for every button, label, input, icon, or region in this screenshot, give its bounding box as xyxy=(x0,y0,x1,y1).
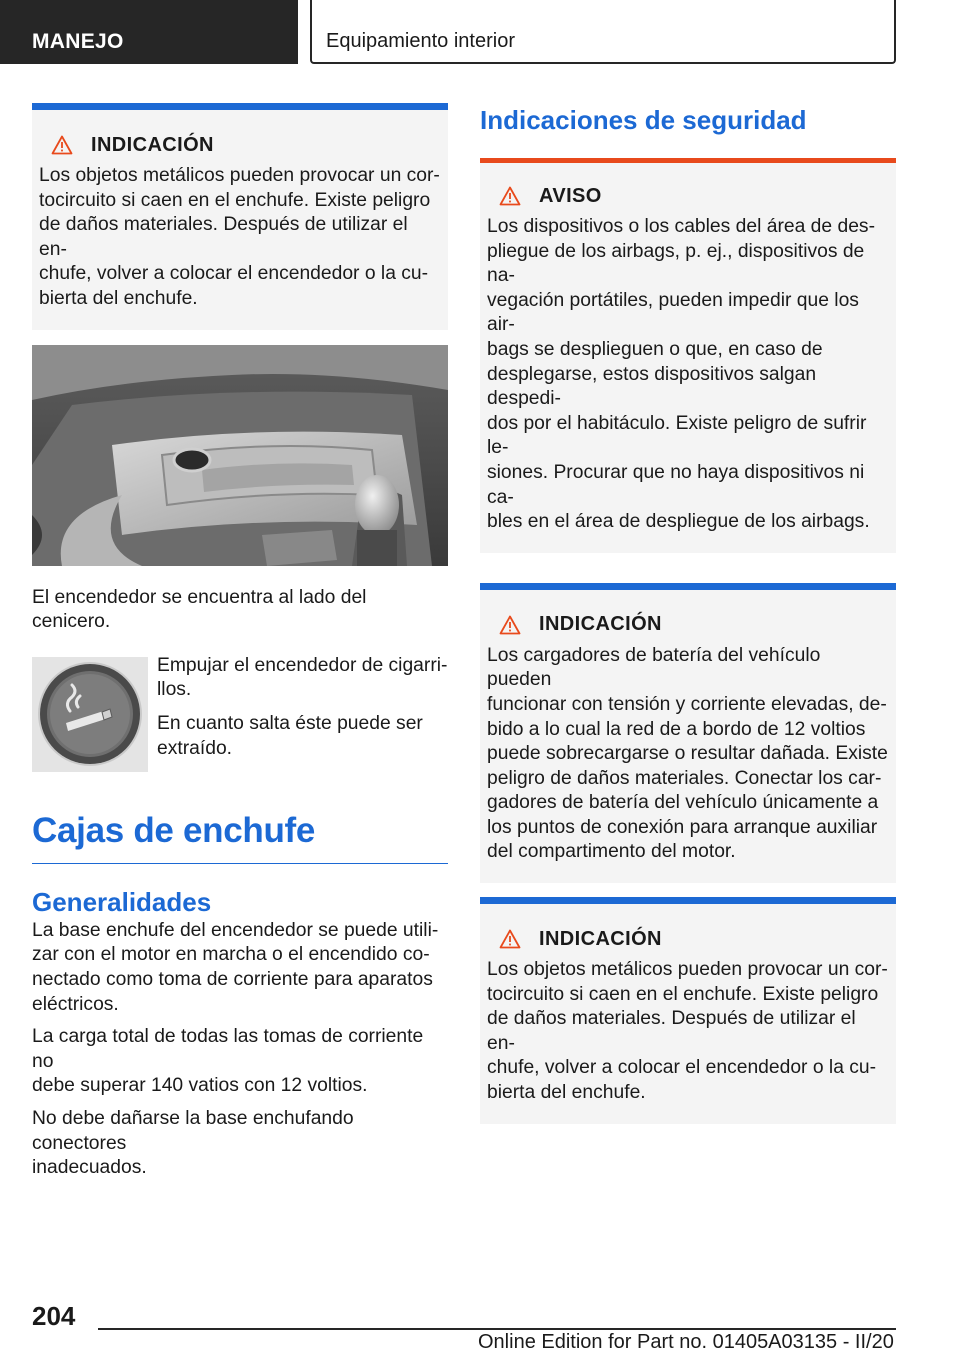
text-line: del compartimento del motor. xyxy=(487,841,736,863)
text-line: chufe, volver a colocar el encendedor o la cu‐ xyxy=(487,1057,877,1079)
text-line: nectado como toma de corriente para aparatos xyxy=(32,968,433,990)
text-line: puede sobrecargarse o resultar dañada. Existe xyxy=(487,743,888,765)
text-line: dos por el habitáculo. Existe peligro de sufrir le‐ xyxy=(487,412,867,459)
right-column xyxy=(480,100,896,1124)
text-line: bierta del enchufe. xyxy=(39,287,198,309)
general-paragraph xyxy=(32,919,448,1017)
section-title-safety: Indicaciones de seguridad xyxy=(480,105,807,135)
section-divider xyxy=(32,863,448,864)
notice-box-metal-objects xyxy=(32,103,448,330)
notice-header xyxy=(39,132,440,158)
header-section-tab xyxy=(0,0,298,64)
text-line: bierta del enchufe. xyxy=(487,1082,646,1104)
text-line: de daños materiales. Después de utilizar el en‐ xyxy=(487,1008,856,1054)
text-line: los puntos de conexión para arranque auxiliar xyxy=(487,816,878,838)
warning-triangle-icon xyxy=(499,615,521,635)
notice-body xyxy=(39,164,440,312)
notice-title: INDICACIÓN xyxy=(91,133,214,156)
text-line: No debe dañarse la base enchufando conectores xyxy=(32,1107,354,1154)
text-line: zar con el motor en marcha o el encendido co‐ xyxy=(32,944,430,966)
text-line: vegación portátiles, pueden impedir que los air‐ xyxy=(487,289,859,336)
text-line: Empujar el encendedor de cigarri‐ xyxy=(157,654,448,676)
text-line: Los cargadores de batería del vehículo pueden xyxy=(487,644,821,691)
spacer xyxy=(480,883,896,897)
warning-title: AVISO xyxy=(539,184,602,207)
notice-title: INDICACIÓN xyxy=(539,613,662,636)
notice-body xyxy=(487,958,888,1106)
text-line: de daños materiales. Después de utilizar el en‐ xyxy=(39,214,408,260)
lighter-text xyxy=(157,654,448,761)
photo-caption: El encendedor se encuentra al lado del cenicero. xyxy=(32,586,367,633)
lighter-instructions xyxy=(32,654,448,770)
text-line: bles en el área de despliegue de los airbags. xyxy=(487,511,870,533)
text-line: La base enchufe del encendedor se puede utili‐ xyxy=(32,919,439,941)
header-section-label: MANEJO xyxy=(32,30,124,53)
footer-edition: Online Edition for Part no. 01405A03135 - II/20 xyxy=(478,1331,894,1353)
text-line: tocircuito si caen en el enchufe. Existe peligro xyxy=(39,189,431,211)
text-line: debe superar 140 vatios con 12 voltios. xyxy=(32,1075,368,1097)
lighter-step-remove xyxy=(157,712,448,761)
warning-header xyxy=(487,183,888,209)
cigarette-lighter-icon xyxy=(32,657,148,772)
spacer xyxy=(480,553,896,583)
general-text xyxy=(32,919,448,1181)
text-line: extraído. xyxy=(157,737,233,759)
center-console-photo xyxy=(32,345,448,566)
text-line: bido a lo cual la red de a bordo de 12 voltios xyxy=(487,718,866,740)
text-line: llos. xyxy=(157,679,192,701)
text-line: En cuanto salta éste puede ser xyxy=(157,712,423,734)
notice-header xyxy=(487,612,888,638)
notice-box-metal-objects-2 xyxy=(480,897,896,1124)
warning-body xyxy=(487,215,888,535)
text-line: funcionar con tensión y corriente elevadas, de‐ xyxy=(487,693,887,715)
header-chapter-label: Equipamiento interior xyxy=(326,30,515,52)
warning-triangle-icon xyxy=(51,135,73,155)
text-line: peligro de daños materiales. Conectar los car‐ xyxy=(487,767,882,789)
warning-box-airbags xyxy=(480,163,896,553)
subsection-title-general: Generalidades xyxy=(32,886,212,917)
text-line: Los objetos metálicos pueden provocar un cor‐ xyxy=(487,959,888,981)
warning-triangle-icon xyxy=(499,929,521,949)
text-line: Los objetos metálicos pueden provocar un cor‐ xyxy=(39,165,440,186)
header-chapter-tab xyxy=(310,0,896,64)
text-line: pliegue de los airbags, p. ej., dispositivos de na‐ xyxy=(487,240,865,287)
text-line: bags se desplieguen o que, en caso de xyxy=(487,338,823,360)
text-line: gadores de batería del vehículo únicamente a xyxy=(487,792,879,814)
text-line: tocircuito si caen en el enchufe. Existe peligro xyxy=(487,983,879,1005)
section-title-sockets: Cajas de enchufe xyxy=(32,810,316,850)
notice-header xyxy=(487,926,888,952)
lighter-step-push xyxy=(157,654,448,703)
text-line: Los dispositivos o los cables del área de des‐ xyxy=(487,216,875,237)
text-line: La carga total de todas las tomas de corriente no xyxy=(32,1026,424,1072)
notice-body xyxy=(487,644,888,865)
text-line: inadecuados. xyxy=(32,1157,147,1179)
text-line: desplegarse, estos dispositivos salgan despedi‐ xyxy=(487,363,817,410)
text-line: chufe, volver a colocar el encendedor o la cu‐ xyxy=(39,263,429,285)
text-line: eléctricos. xyxy=(32,993,119,1015)
warning-triangle-icon xyxy=(499,186,521,206)
footer-divider xyxy=(98,1328,896,1330)
notice-title: INDICACIÓN xyxy=(539,927,662,950)
notice-box-battery-chargers xyxy=(480,583,896,883)
general-paragraph xyxy=(32,1107,448,1181)
left-column xyxy=(32,103,448,1181)
text-line: siones. Procurar que no haya dispositivos ni ca‐ xyxy=(487,461,865,508)
general-paragraph xyxy=(32,1025,448,1099)
page-number: 204 xyxy=(32,1301,76,1331)
